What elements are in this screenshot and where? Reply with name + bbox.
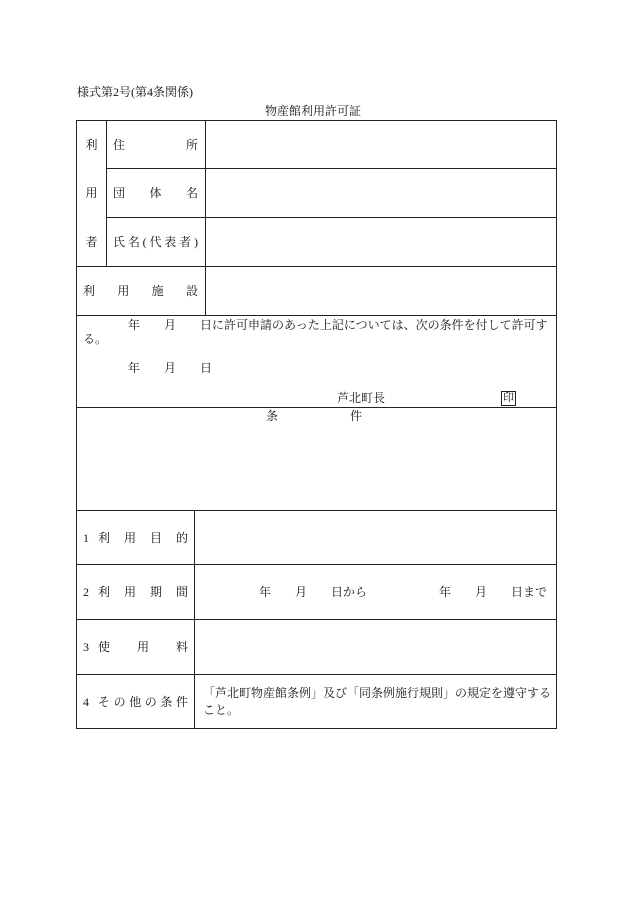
- label-char: 用: [85, 186, 98, 201]
- applicant-group-label: [77, 121, 106, 266]
- representative-row: [107, 218, 556, 266]
- other-conditions-row: [76, 674, 557, 729]
- label-char: 用: [136, 640, 149, 654]
- period-row: [76, 564, 557, 619]
- label-char: 利: [83, 284, 96, 298]
- applicant-section: [76, 120, 557, 266]
- representative-label: [113, 235, 198, 249]
- label-char: 件: [175, 694, 188, 709]
- label-char: の: [144, 694, 157, 709]
- representative-value: [206, 218, 556, 266]
- label-char: 代: [149, 235, 162, 249]
- other-conditions-value: 「芦北町物産館条例」及び「同条例施行規則」の規定を遵守すること。: [203, 685, 552, 717]
- permit-form-table: [76, 120, 557, 729]
- label-char: そ: [98, 694, 111, 709]
- permission-section: [76, 315, 557, 407]
- label-char: 者: [179, 235, 192, 249]
- label-char: (: [142, 235, 147, 249]
- period-value: 年 月 日から 年 月 日まで: [259, 585, 548, 599]
- label-char: 所: [185, 137, 198, 152]
- label-char: 用: [123, 585, 136, 599]
- item-number: 1: [83, 530, 89, 545]
- facility-label-cell: [77, 267, 206, 315]
- conditions-section: [76, 407, 557, 510]
- label-char: 利: [98, 530, 111, 545]
- form-number: 様式第2号(第4条関係): [77, 85, 193, 99]
- label-char: 体: [149, 186, 162, 200]
- representative-label-cell: [107, 218, 206, 266]
- label-char: 利: [85, 138, 98, 153]
- purpose-label-cell: [77, 511, 195, 564]
- organization-value: [206, 169, 556, 217]
- label-char: 用: [123, 530, 136, 545]
- applicant-group-cell: [77, 121, 107, 266]
- conditions-heading: [266, 409, 362, 423]
- label-char: 間: [175, 585, 188, 599]
- fee-row: [76, 619, 557, 674]
- address-label-cell: [107, 121, 206, 168]
- label-char: 氏: [113, 235, 126, 249]
- purpose-label: [98, 531, 188, 545]
- label-char: 期: [149, 585, 162, 599]
- item-number: 2: [83, 585, 89, 599]
- label-char: 利: [98, 585, 111, 599]
- label-char: の: [113, 694, 126, 709]
- document-title: 物産館利用許可証: [265, 104, 362, 118]
- fee-label: [98, 640, 188, 654]
- address-row: [107, 121, 556, 169]
- issue-date: 年 月 日: [128, 361, 213, 375]
- facility-label: [83, 284, 198, 298]
- label-char: 料: [175, 640, 188, 654]
- organization-label: [113, 186, 198, 200]
- label-char: 施: [151, 284, 164, 298]
- item-number: 4: [83, 694, 89, 709]
- other-conditions-value-cell: [195, 675, 556, 728]
- period-value-cell: [195, 565, 556, 619]
- label-char: 的: [175, 530, 188, 545]
- purpose-value: [195, 511, 556, 564]
- label-char: ): [193, 235, 198, 249]
- issuer-name: 芦北町長: [337, 391, 386, 405]
- label-char: 条: [266, 409, 279, 423]
- label-char: 件: [349, 409, 362, 423]
- label-char: 者: [85, 234, 98, 249]
- fee-value: [195, 620, 556, 674]
- label-char: 用: [117, 284, 130, 298]
- address-label: [113, 138, 198, 152]
- other-conditions-label-cell: [77, 675, 195, 728]
- label-char: 他: [129, 694, 142, 709]
- label-char: 住: [113, 137, 126, 152]
- fee-label-cell: [77, 620, 195, 674]
- label-char: 目: [149, 530, 162, 545]
- purpose-row: [76, 510, 557, 564]
- label-char: 条: [160, 694, 173, 709]
- permission-statement: 年 月 日に許可申請のあった上記については、次の条件を付して許可する。: [83, 318, 548, 346]
- address-value: [206, 121, 556, 168]
- label-char: 名: [185, 186, 198, 200]
- label-char: 設: [185, 284, 198, 298]
- label-char: 使: [98, 640, 111, 654]
- label-char: 表: [164, 235, 177, 249]
- label-char: 名: [127, 235, 140, 249]
- organization-label-cell: [107, 169, 206, 217]
- period-label: [98, 585, 188, 599]
- label-char: 団: [113, 186, 126, 200]
- item-number: 3: [83, 640, 89, 654]
- organization-row: [107, 169, 556, 218]
- seal-mark: 印: [503, 392, 514, 404]
- period-label-cell: [77, 565, 195, 619]
- facility-row: [76, 266, 557, 315]
- facility-value: [206, 267, 556, 315]
- other-conditions-label: [98, 695, 188, 709]
